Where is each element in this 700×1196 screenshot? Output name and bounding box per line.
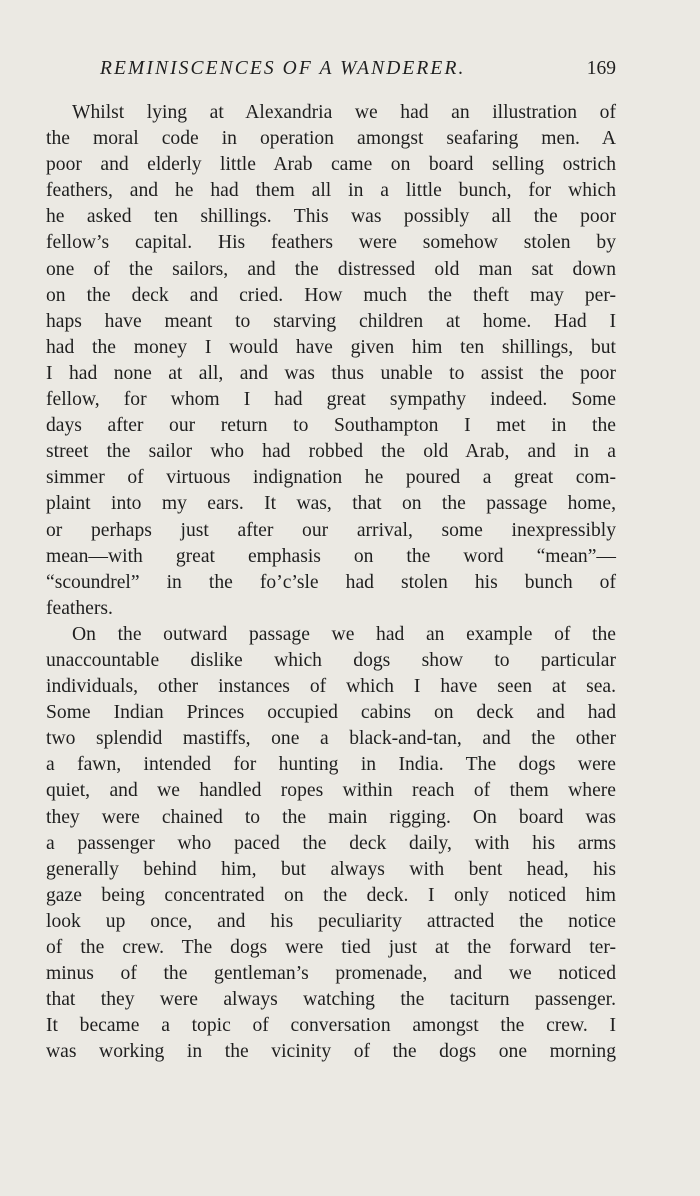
text-line: had the money I would have given him ten shillings, but <box>46 336 616 358</box>
text-line: the moral code in operation amongst seafaring men. A <box>46 128 616 150</box>
text-line: was working in the vicinity of the dogs one morning <box>46 1041 616 1063</box>
text-line: one of the sailors, and the distressed old man sat down <box>46 258 616 280</box>
text-line: poor and elderly little Arab came on board selling ostrich <box>46 154 616 176</box>
text-line: on the deck and cried. How much the theft may per- <box>46 284 616 306</box>
running-title: REMINISCENCES OF A WANDERER. <box>100 58 466 79</box>
text-line: simmer of virtuous indignation he poured a great com- <box>46 467 616 489</box>
text-line: that they were always watching the taciturn passenger. <box>46 989 616 1011</box>
text-line: Whilst lying at Alexandria we had an illustration of <box>72 102 616 123</box>
text-line: haps have meant to starving children at home. Had I <box>46 310 616 332</box>
text-line: or perhaps just after our arrival, some inexpressibly <box>46 519 616 541</box>
text-line: gaze being concentrated on the deck. I only noticed him <box>46 884 616 906</box>
text-line: fellow’s capital. His feathers were somehow stolen by <box>46 232 616 254</box>
text-line: they were chained to the main rigging. On board was <box>46 806 616 828</box>
text-line: he asked ten shillings. This was possibly all the poor <box>46 206 616 228</box>
paragraph-1 <box>46 100 616 622</box>
text-line: individuals, other instances of which I have seen at sea. <box>46 676 616 698</box>
text-line: It became a topic of conversation amongst the crew. I <box>46 1015 616 1037</box>
text-line: quiet, and we handled ropes within reach of them where <box>46 780 616 802</box>
text-line: street the sailor who had robbed the old Arab, and in a <box>46 441 616 463</box>
page-number: 169 <box>586 58 616 79</box>
text-line: unaccountable dislike which dogs show to particular <box>46 649 616 671</box>
text-line: generally behind him, but always with bent head, his <box>46 858 616 880</box>
text-line: plaint into my ears. It was, that on the passage home, <box>46 493 616 515</box>
text-line: feathers. <box>46 597 113 619</box>
text-line: a fawn, intended for hunting in India. The dogs were <box>46 754 616 776</box>
text-line: two splendid mastiffs, one a black-and-tan, and the other <box>46 728 616 750</box>
text-line: feathers, and he had them all in a little bunch, for which <box>46 180 616 202</box>
text-line: mean—with great emphasis on the word “mean”— <box>46 545 616 567</box>
text-line: a passenger who paced the deck daily, with his arms <box>46 832 616 854</box>
text-line: days after our return to Southampton I met in the <box>46 415 616 437</box>
text-line: fellow, for whom I had great sympathy indeed. Some <box>46 389 616 411</box>
page-body <box>46 100 616 1065</box>
text-line: look up once, and his peculiarity attracted the notice <box>46 910 616 932</box>
text-line: I had none at all, and was thus unable to assist the poor <box>46 362 616 384</box>
text-line: Some Indian Princes occupied cabins on deck and had <box>46 702 616 724</box>
text-line: “scoundrel” in the fo’c’sle had stolen his bunch of <box>46 571 616 593</box>
paragraph-2 <box>46 622 616 1066</box>
page-header <box>46 58 616 86</box>
text-line: of the crew. The dogs were tied just at the forward ter- <box>46 937 616 958</box>
text-line: minus of the gentleman’s promenade, and we noticed <box>46 963 616 985</box>
text-line: On the outward passage we had an example of the <box>72 623 616 645</box>
